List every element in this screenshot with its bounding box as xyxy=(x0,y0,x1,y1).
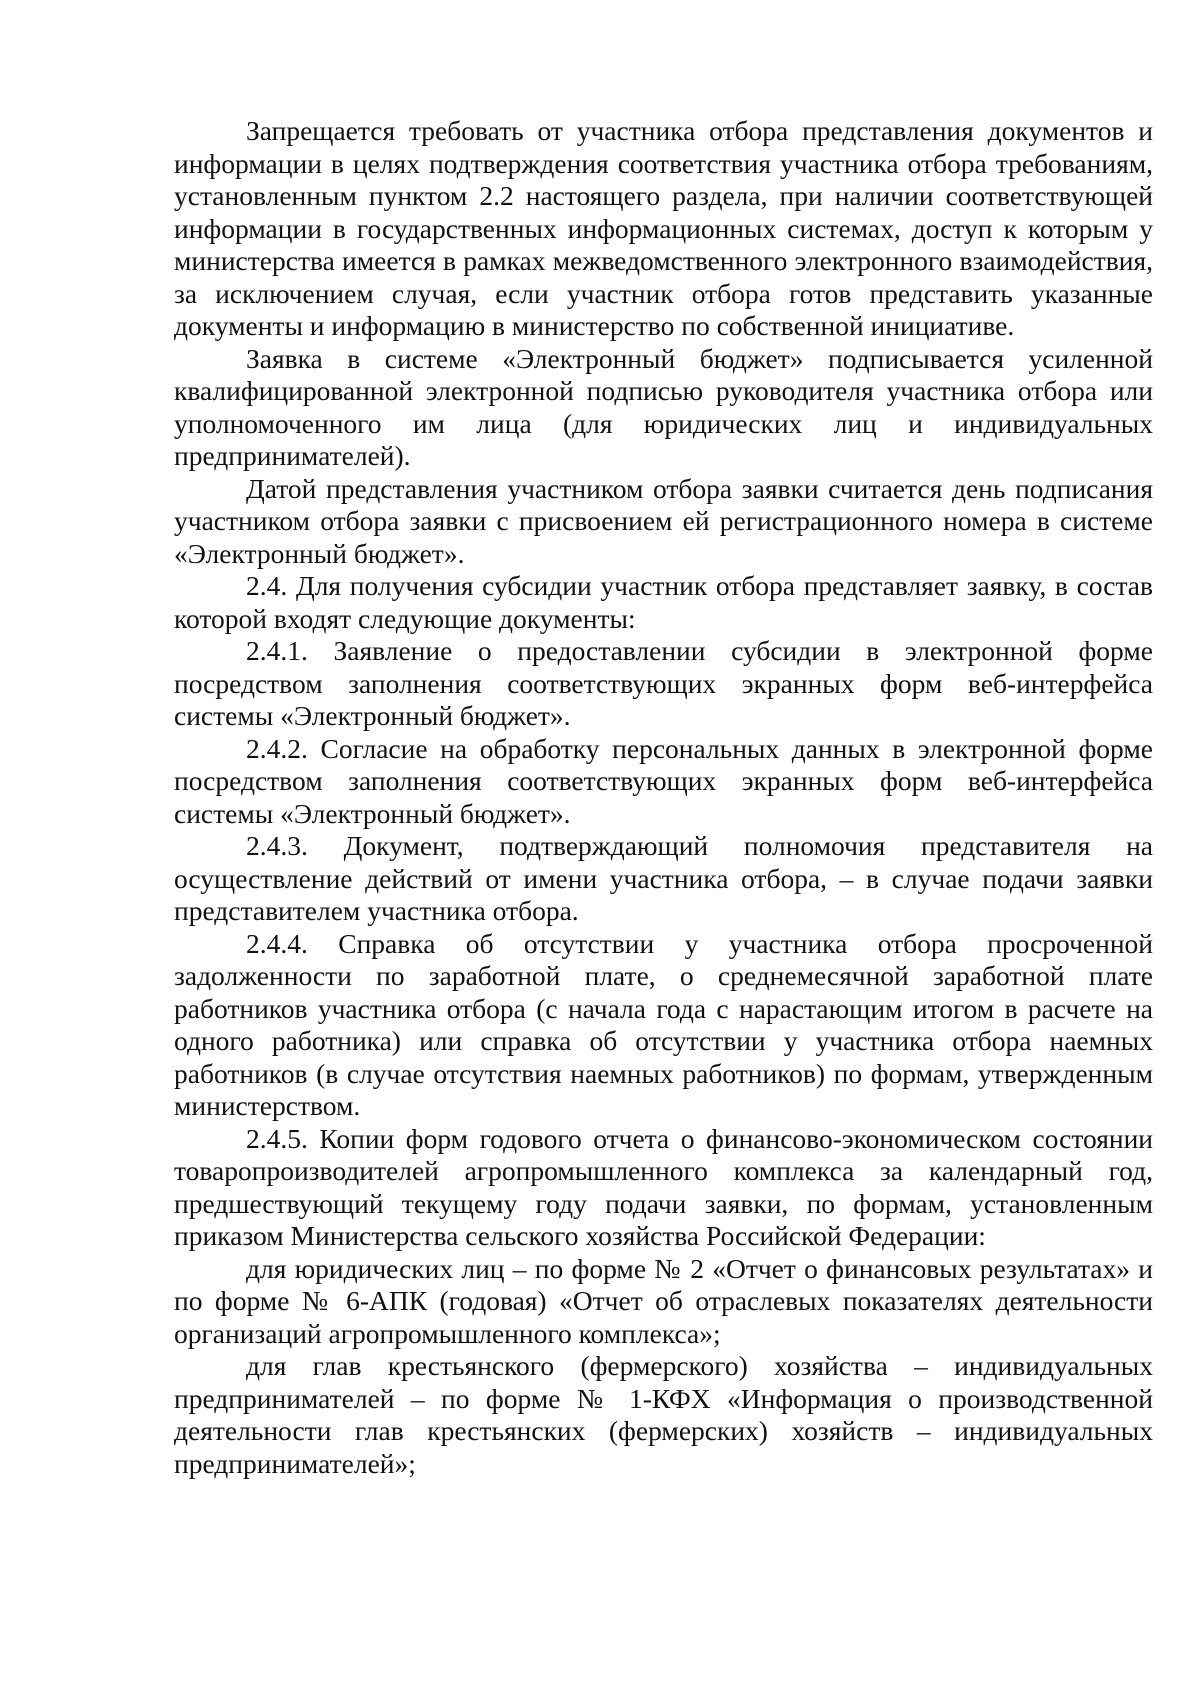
paragraph-submission-date: Датой представления участником отбора заявки считается день подписания участником отбора заявки с присвоением ей регистрационного номера в системе «Электронный бюджет». xyxy=(174,472,1153,569)
paragraph-prohibition: Запрещается требовать от участника отбора представления документов и информации в целях подтверждения соответствия участника отбора требованиям, установленным пунктом 2.2 настоящего раздела, при наличии соответствующей информации в государственных информационных системах, доступ к которым у министерства имеется в рамках межведомственного электронного взаимодействия, за исключением случая, если участник отбора готов представить указанные документы и информацию в министерство по собственной инициативе. xyxy=(174,115,1153,341)
paragraph-2-4-2: 2.4.2. Согласие на обработку персональных данных в электронной форме посредством заполнения соответствующих экранных форм веб-интерфейса системы «Электронный бюджет». xyxy=(174,732,1153,829)
paragraph-2-4-5: 2.4.5. Копии форм годового отчета о финансово-экономическом состоянии товаропроизводителей агропромышленного комплекса за календарный год, предшествующий текущему году подачи заявки, по формам, установленным приказом Министерства сельского хозяйства Российской Федерации: xyxy=(174,1122,1153,1251)
paragraph-2-4-1: 2.4.1. Заявление о предоставлении субсидии в электронной форме посредством заполнения соответствующих экранных форм веб-интерфейса системы «Электронный бюджет». xyxy=(174,635,1153,731)
paragraph-2-4-3: 2.4.3. Документ, подтверждающий полномочия представителя на осуществление действий от имени участника отбора, – в случае подачи заявки представителем участника отбора. xyxy=(174,830,1153,926)
paragraph-signature: Заявка в системе «Электронный бюджет» подписывается усиленной квалифицированной электронной подписью руководителя участника отбора или уполномоченного им лица (для юридических лиц и индивидуальных предпринимателей). xyxy=(174,342,1153,471)
paragraph-legal-entities: для юридических лиц – по форме № 2 «Отчет о финансовых результатах» и по форме № 6-АПК (годовая) «Отчет об отраслевых показателях деятельности организаций агропромышленного комплекса»; xyxy=(174,1252,1153,1349)
document-page xyxy=(174,115,1153,1480)
paragraph-2-4: 2.4. Для получения субсидии участник отбора представляет заявку, в состав которой входят следующие документы: xyxy=(174,570,1153,634)
paragraph-farm-heads: для глав крестьянского (фермерского) хозяйства – индивидуальных предпринимателей – по форме № 1-КФХ «Информация о производственной деятельности глав крестьянских (фермерских) хозяйств – индивидуальных предпринимателей»; xyxy=(174,1350,1153,1479)
paragraph-2-4-4: 2.4.4. Справка об отсутствии у участника отбора просроченной задолженности по заработной плате, о среднемесячной заработной плате работников участника отбора (с начала года с нарастающим итогом в расчете на одного работника) или справка об отсутствии у участника отбора наемных работников (в случае отсутствия наемных работников) по формам, утвержденным министерством. xyxy=(174,927,1153,1121)
